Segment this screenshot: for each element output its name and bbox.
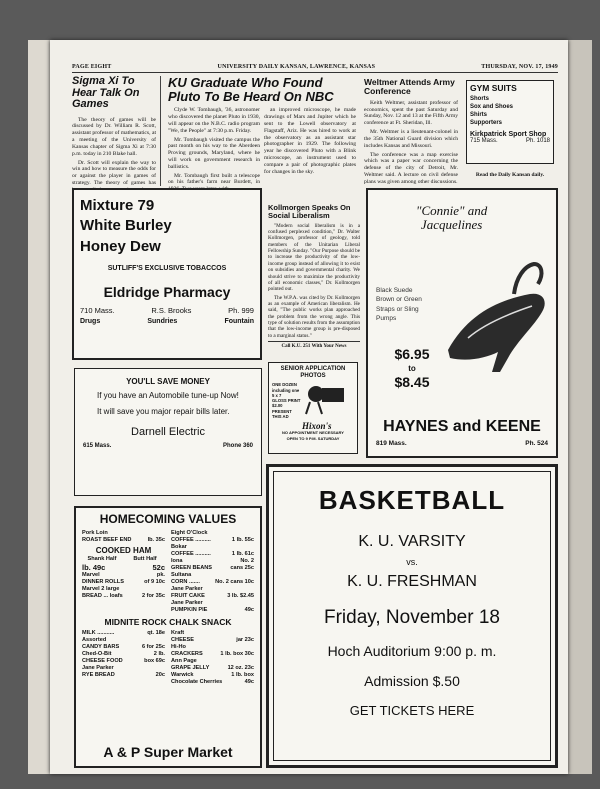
list-item: CRACKERS 1 lb. box 30c <box>171 650 254 657</box>
store-address: 715 Mass. <box>470 137 498 144</box>
article-headline: Weltmer Attends Army Conference <box>364 78 455 96</box>
ad-line: If you have an Automobile tune-up Now! <box>97 391 239 400</box>
list-item: BREAD ... loafs 2 for 35c <box>82 593 165 600</box>
service-item: Drugs <box>80 317 101 325</box>
store-phone: Ph. 999 <box>228 305 254 315</box>
ticket-cta: GET TICKETS HERE <box>349 703 475 718</box>
list-item: PUMPKIN PIE 49c <box>171 606 254 613</box>
kollmorgen-article <box>268 204 360 364</box>
article-headline: KU Graduate Who Found Pluto To Be Heard On NBC <box>168 76 334 104</box>
list-item: ROAST BEEF END lb. 35c <box>82 536 165 543</box>
list-item: COFFEE .......... 1 lb. 55c <box>171 536 254 543</box>
page-header <box>72 64 558 73</box>
product-line: Honey Dew <box>80 237 161 255</box>
ad-title: YOU'LL SAVE MONEY <box>126 377 210 386</box>
list-item: Marvel 2 large <box>82 586 120 593</box>
event-place: Hoch Auditorium 9:00 p. m. <box>327 643 497 659</box>
list-item: Pork Loin <box>82 530 108 536</box>
list-item: GRAPE JELLY 12 oz. 23c <box>171 664 254 671</box>
service-item: Fountain <box>224 317 254 325</box>
ad-line: PRESENT THIS AD <box>272 408 292 419</box>
studio-signature: Hixon's <box>302 421 332 432</box>
masthead: UNIVERSITY DAILY KANSAN, LAWRENCE, KANSAS <box>217 64 376 70</box>
gym-suits-ad <box>466 80 554 164</box>
ad-title: HOMECOMING VALUES <box>99 512 237 526</box>
list-item: Chocolate Cherries 49c <box>171 678 254 685</box>
ad-line: OPEN TO 9 P.M. SATURDAY <box>286 436 340 442</box>
ad-line: ONE DOZEN <box>272 382 297 388</box>
service-item: Sundries <box>147 317 178 325</box>
ad-item: Supporters <box>470 119 503 126</box>
list-item: Bokar <box>171 543 187 550</box>
ad-line: It will save you major repair bills later. <box>97 406 230 416</box>
store-phone: Ph. 524 <box>525 440 548 447</box>
article-paragraph: Mr. Weltmer is a lieutenant-colonel in the 35th National Guard division which includes Kansas and Missouri. <box>364 129 458 149</box>
store-phone: Phone 360 <box>222 442 253 449</box>
article-paragraph: "Modern social liberalism is in a confused perplexed condition," Dr. Walter Kollmorgen, professor of geology, told members of the Unitarian Liberal Fellowship Sunday. "Our Purpose should be to increase the productivity of the low-income group instead of allowing it to exist on subsidies and governmental charity. We should strive to maximize the productivity of all economic classes," Dr. Kollmorgen pointed out. <box>268 222 360 293</box>
store-name: Kirkpatrick Sport Shop <box>470 130 547 138</box>
price-high: $8.45 <box>394 373 430 390</box>
list-item: FRUIT CAKE 3 lb. $2.45 <box>171 592 254 599</box>
ad-line: GLOSS PRINT <box>272 398 301 404</box>
list-item: Butt Half <box>133 555 157 562</box>
news-tagline: Call K.U. 251 With Your News <box>268 341 360 349</box>
list-item: Ched-O-Bit 2 lb. <box>82 650 165 657</box>
versus: vs. <box>406 557 418 567</box>
store-address: 819 Mass. <box>376 440 407 447</box>
list-item: Hi-Ho <box>171 643 186 650</box>
store-phone: Ph. 1018 <box>525 137 550 144</box>
ad-title: GYM SUITS <box>470 83 517 93</box>
event-date: Friday, November 18 <box>324 607 500 628</box>
event-title: BASKETBALL <box>318 485 506 515</box>
list-item: Jane Parker <box>171 585 203 592</box>
page-number: PAGE EIGHT <box>72 64 112 70</box>
admission-price: Admission $.50 <box>364 673 460 689</box>
store-name: Darnell Electric <box>131 425 205 438</box>
list-item: Shank Half <box>87 555 117 562</box>
team-varsity: K. U. VARSITY <box>358 533 466 550</box>
shoe-description: Black Suede <box>376 287 413 294</box>
camera-cartoon-icon <box>302 382 352 416</box>
article-paragraph: The theory of games will be discussed by Dr. William R. Scott, assistant professor of mathematics, at a meeting of the University of Kansas chapter of Sigma Xi at 7:30 p.m. today in 210 Blake hall. <box>72 116 156 157</box>
store-name: Eldridge Pharmacy <box>103 283 231 300</box>
list-item: Ann Page <box>171 657 197 664</box>
list-item: Warwick 1 lb. box <box>171 671 254 678</box>
basketball-ad <box>266 464 558 768</box>
high-heel-shoe-icon <box>438 254 552 378</box>
ad-subline: SUTLIFF'S EXCLUSIVE TOBACCOS <box>107 264 227 272</box>
product-line: White Burley <box>80 217 172 235</box>
list-item: CHEESE jar 23c <box>171 636 254 643</box>
article-paragraph: Dr. Scott will explain the way to win and how to measure the odds for or against the player in games of strategy. The theory of games has <box>72 159 156 186</box>
list-item: Jane Parker <box>171 599 203 606</box>
team-freshman: K. U. FRESHMAN <box>347 573 477 590</box>
issue-date: THURSDAY, NOV. 17, 1949 <box>481 64 558 70</box>
store-name: HAYNES and KEENE <box>383 418 541 435</box>
article-headline: Sigma Xi To Hear Talk On Games <box>72 76 140 111</box>
ad-item: Shorts <box>470 96 490 103</box>
homecoming-values-ad <box>74 506 262 768</box>
store-name: A & P Super Market <box>103 744 233 760</box>
list-item: Iona No. 2 <box>171 557 254 564</box>
list-item: COFFEE .......... 1 lb. 61c <box>171 550 254 557</box>
article-paragraph: The W.P.A. was cited by Dr. Kollmorgen as an example of American liberalism. He said, "The public works plan approached the problem from the wrong angle. This type of solution results from the assumption that the low-income group is pre-disposed to a marginal status." <box>268 294 360 339</box>
senior-photos-ad <box>268 362 358 454</box>
store-address: 710 Mass. <box>80 305 115 315</box>
price: 52c <box>152 562 165 572</box>
list-item: DINNER ROLLS of 9 10c <box>82 579 165 586</box>
price-low: $6.95 <box>394 346 430 362</box>
ad-item: Shirts <box>470 111 488 118</box>
script-line: Jacquelines <box>420 217 483 233</box>
ad-line: including one <box>272 387 300 393</box>
ad-item: Sox and Shoes <box>470 104 514 111</box>
price: lb. 49c <box>82 562 106 572</box>
store-owner: R.S. Brooks <box>151 305 192 315</box>
list-item: CANDY BARS 6 for 25c <box>82 643 165 650</box>
list-item: GREEN BEANS cans 25c <box>171 564 254 571</box>
store-address: 615 Mass. <box>83 442 112 449</box>
kansan-tagline: Read the Daily Kansan daily. <box>475 172 545 178</box>
darnell-electric-ad <box>74 368 262 496</box>
list-item: CORN ....... No. 2 cans 10c <box>171 578 254 585</box>
article-paragraph: The conference was a map exercise which was a paper war concerning the defense of the city of Detroit, Mr. Weltmer said. A lecture on civil defense plans was given among other discussions. <box>364 151 458 185</box>
article-paragraph: Keith Weltmer, assistant professor of economics, spent the past Saturday and Sunday, Nov. 12 and 13 at the Fifth Army conference at Ft. Sheridan, Ill. <box>364 99 458 127</box>
list-item: Jane Parker <box>82 664 114 671</box>
right-page-edge <box>568 40 592 774</box>
newspaper-page <box>50 40 568 774</box>
ad-line: $2.00 <box>272 403 283 409</box>
ad-line: 5 x 7 <box>272 392 282 398</box>
article-headline: Kollmorgen Speaks On Social Liberalism <box>268 204 351 220</box>
section-heading: MIDNITE ROCK CHALK SNACK <box>104 616 232 627</box>
list-item: RYE BREAD 20c <box>82 671 165 678</box>
product-line: Mixture 79 <box>80 197 155 214</box>
list-item: Kraft <box>171 629 185 636</box>
article-paragraph: Mr. Tombaugh visited the campus the past month on his way to the Aberdeen Proving grounds, Maryland, where he will work on government research in ballistics. <box>168 136 260 170</box>
ad-script <box>416 204 487 233</box>
shoe-description: Brown or Green <box>376 296 422 304</box>
left-page-edge <box>28 40 50 774</box>
haynes-keene-ad <box>366 188 558 458</box>
shoe-description: Straps or Sling <box>376 305 419 313</box>
article-paragraph: an improved microscope, he made drawings of Mars and Jupiter which he sent to the Lowell observatory at Flagstaff, Ariz. He was hired to work at the observatory as an assistant star photographer in 1929. The following year he discovered Pluto with a Blink microscope, an instrument used to compare a pair of photographic plates for changes in the sky. <box>264 107 356 175</box>
shoe-description: Pumps <box>376 315 397 323</box>
section-heading: COOKED HAM <box>95 545 152 555</box>
ad-line: NO APPOINTMENT NECESSARY <box>282 430 344 436</box>
article-paragraph: Mr. Tombaugh first built a telescope on his father's farm near Burdett, in <box>168 172 260 186</box>
list-item: Eight O'Clock <box>171 530 208 536</box>
list-item: Marvel pk. <box>82 572 165 579</box>
eldridge-pharmacy-ad <box>72 188 262 360</box>
list-item: Assorted <box>82 636 107 643</box>
list-item: Sultana <box>171 571 192 578</box>
list-item: CHEESE FOOD box 69c <box>82 657 165 664</box>
list-item: MILK ........... qt. 18e <box>82 629 165 636</box>
article-paragraph: Clyde W. Tombaugh, '36, astronomer who discovered the planet Pluto in 1930, will appear on the N.B.C. radio program "We, the People" at 7:30 p.m. Friday. <box>168 107 260 134</box>
script-line: "Connie" and <box>416 203 488 218</box>
price-to: to <box>408 363 416 373</box>
ad-title: SENIOR APPLICATION PHOTOS <box>280 366 346 380</box>
